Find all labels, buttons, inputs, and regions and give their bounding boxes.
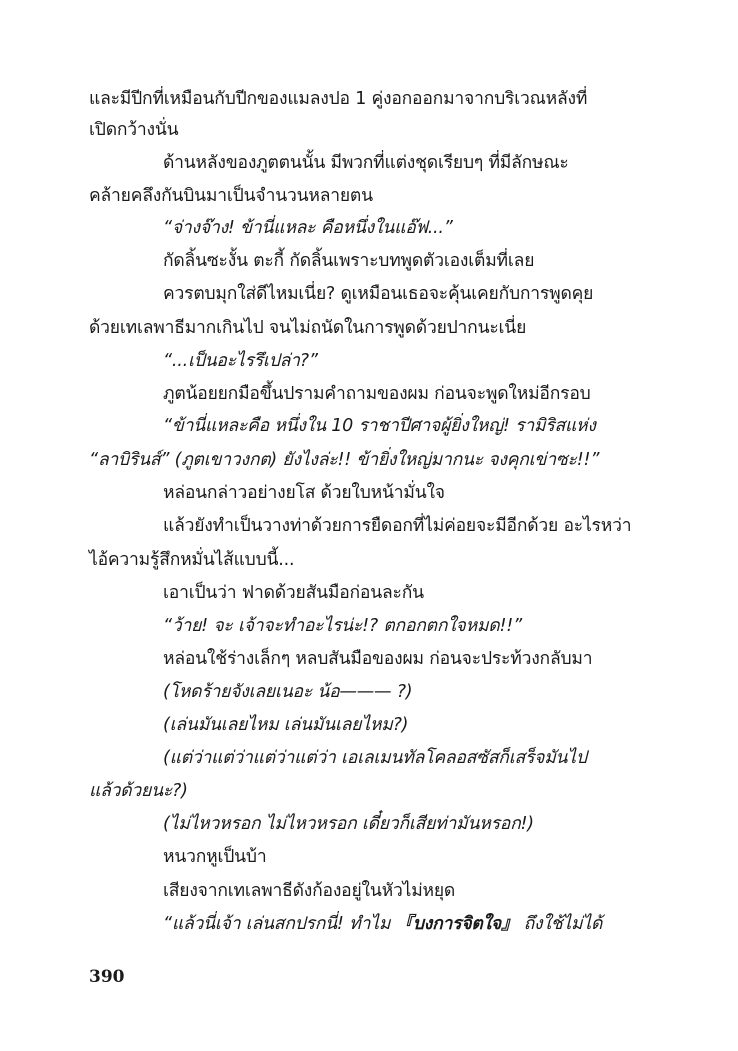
- skill-name: 『บงการจิตใจ』: [395, 914, 519, 934]
- dialogue-line-9: “...เป็นอะไรรึเปล่า?”: [163, 351, 318, 371]
- telepathy-line-22: แล้วด้วยนะ?): [89, 781, 188, 801]
- telepathy-line-21: (แต่ว่าแต่ว่าแต่ว่าแต่ว่า เอเลเมนทัลโคลอสซัสก็เสร็จมันไป: [163, 748, 587, 768]
- dialogue-line-17: “ว้าย! จะ เจ้าจะทำอะไรน่ะ!? ตกอกตกใจหมด!!”: [163, 616, 522, 636]
- dialogue-segment-end: ถึงใช้ไม่ได้: [523, 914, 603, 934]
- text-line-6: กัดลิ้นซะงั้น ตะกี้ กัดลิ้นเพราะบทพูดตัวเองเต็มที่เลย: [163, 251, 535, 271]
- text-line-10: ภูตน้อยยกมือขึ้นปรามคำถามของผม ก่อนจะพูดใหม่อีกรอบ: [163, 384, 591, 404]
- text-line-8: ด้วยเทเลพาธีมากเกินไป จนไม่ถนัดในการพูดด้วยปากนะเนี่ย: [89, 318, 527, 338]
- dialogue-line-26: [163, 913, 602, 935]
- text-line-7: ควรตบมุกใส่ดีไหมเนี่ย? ดูเหมือนเธอจะคุ้นเคยกับการพูดคุย: [163, 284, 594, 304]
- text-line-13: หล่อนกล่าวอย่างยโส ด้วยใบหน้ามั่นใจ: [163, 483, 445, 503]
- dialogue-segment: “แล้วนี่เจ้า เล่นสกปรกนี่! ทำไม: [163, 914, 391, 934]
- text-line-15: ไอ้ความรู้สึกหมั่นไส้แบบนี้...: [89, 550, 295, 570]
- text-line-24: หนวกหูเป็นบ้า: [163, 847, 267, 867]
- dialogue-line-12: “ลาบิรินส์” (ภูตเขาวงกต) ยังไงล่ะ!! ข้ายิ่งใหญ่มากนะ จงคุกเข่าซะ!!”: [89, 450, 600, 470]
- text-line-4: คล้ายคลึงกันบินมาเป็นจำนวนหลายตน: [89, 186, 373, 206]
- telepathy-line-19: (โหดร้ายจังเลยเนอะ น้อ——— ?): [163, 682, 413, 702]
- text-line-2: เปิดกว้างนั่น: [89, 120, 179, 140]
- dialogue-line-11: “ข้านี่แหละคือ หนึ่งใน 10 ราชาปีศาจผู้ยิ่งใหญ่! รามิริสแห่ง: [163, 416, 596, 436]
- page-number: 390: [89, 967, 125, 987]
- telepathy-line-23: (ไม่ไหวหรอก ไม่ไหวหรอก เดี๋ยวก็เสียท่ามันหรอก!): [163, 814, 534, 834]
- text-line-14: แล้วยังทำเป็นวางท่าด้วยการยืดอกที่ไม่ค่อยจะมีอีกด้วย อะไรหว่า: [163, 516, 632, 536]
- text-line-16: เอาเป็นว่า ฟาดด้วยสันมือก่อนละกัน: [163, 583, 424, 603]
- text-line-18: หล่อนใช้ร่างเล็กๆ หลบสันมือของผม ก่อนจะประท้วงกลับมา: [163, 649, 593, 669]
- text-line-25: เสียงจากเทเลพาธีดังก้องอยู่ในหัวไม่หยุด: [163, 881, 456, 901]
- text-line-3: ด้านหลังของภูตตนนั้น มีพวกที่แต่งชุดเรียบๆ ที่มีลักษณะ: [163, 153, 569, 173]
- text-line-1: และมีปีกที่เหมือนกับปีกของแมลงปอ 1 คู่งอกออกมาจากบริเวณหลังที่: [89, 89, 588, 109]
- dialogue-line-5: “จ่างจ๊าง! ข้านี่แหละ คือหนึ่งในแอ๊ฟ...”: [163, 218, 453, 238]
- telepathy-line-20: (เล่นมันเลยไหม เล่นมันเลยไหม?): [163, 715, 409, 735]
